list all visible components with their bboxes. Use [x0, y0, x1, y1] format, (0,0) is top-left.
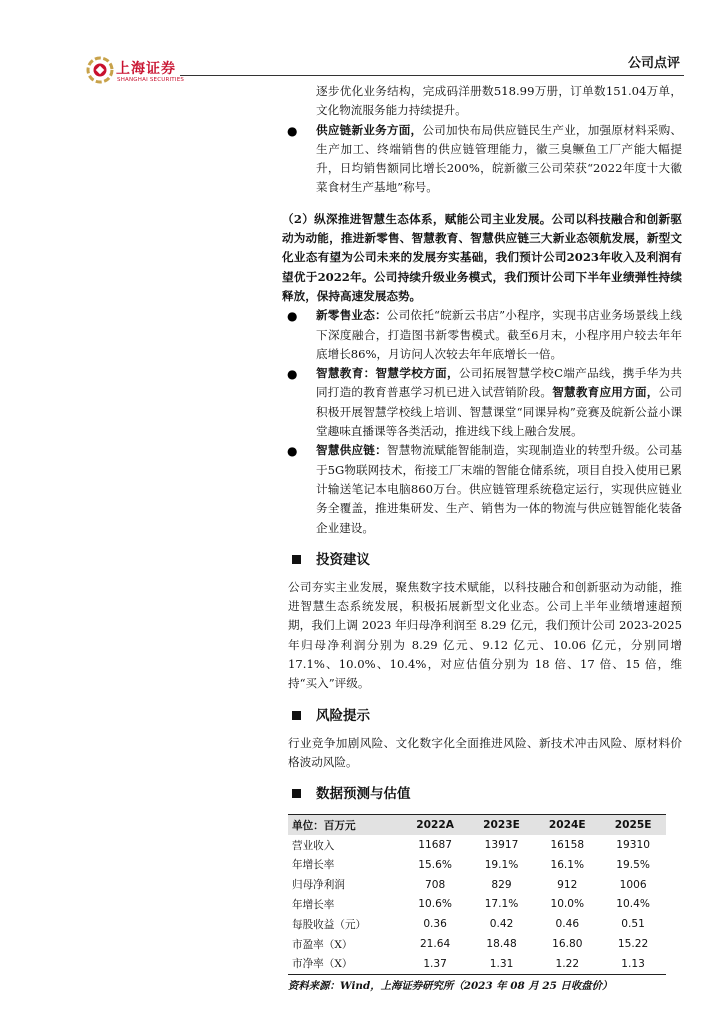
table-cell: 0.46: [555, 918, 580, 931]
table-cell: 13917: [484, 839, 519, 852]
risk-section-title: [288, 706, 682, 726]
table-row: [288, 855, 666, 875]
table-row: [288, 914, 666, 934]
supply-chain-bullet: [288, 121, 682, 198]
new-retail-bullet: [288, 306, 682, 364]
table-cell: 19.5%: [616, 858, 650, 871]
bullet-dot-icon: ●: [287, 367, 298, 382]
table-header-cell: 2023E: [469, 815, 535, 836]
company-logo: [86, 56, 198, 90]
table-header-cell: 2025E: [600, 815, 666, 836]
forecast-table: [288, 814, 666, 975]
bullet-dot-icon: ●: [287, 123, 298, 138]
section-title-text: 风险提示: [316, 707, 370, 724]
table-row: [288, 875, 666, 895]
table-cell: 16158: [550, 839, 585, 852]
table-cell: 0.42: [489, 918, 514, 931]
row-label: 市净率（X）: [288, 954, 402, 974]
table-row: [288, 954, 666, 974]
section-square-icon: [292, 555, 301, 564]
bullet-text: 智慧物流赋能智能制造，实现制造业的转型升级。公司基于5G物联网技术，衔接工厂末端的智能仓储系统，项目自投入使用已累计输送笔记本电脑860万台。供应链管理系统稳定运行，实现供应链业务全覆盖，推进集研发、生产、销售为一体的物流与供应链智能化装备企业建设。: [316, 443, 682, 535]
risk-paragraph: 行业竞争加剧风险、文化数字化全面推进风险、新技术冲击风险、原材料价格波动风险。: [288, 735, 682, 769]
bullet-subheading: 智慧教育应用方面，: [552, 385, 659, 400]
table-cell: 19310: [616, 839, 650, 852]
table-cell: 1.13: [600, 954, 666, 974]
bullet-text: 公司加快布局供应链民生产业，加强原材料采购、生产加工、终端销售的供应链管理能力，徽三臭鳜鱼工厂产能大幅提升，日均销售额同比增长200%，皖新徽三公司荣获“2022年度十大徽菜食材生产基地”称号。: [316, 122, 682, 195]
table-cell: 1.31: [469, 954, 535, 974]
table-row: [288, 895, 666, 915]
investment-section-title: [288, 550, 682, 570]
bullet-dot-icon: ●: [287, 444, 298, 459]
header-divider: [180, 75, 684, 76]
row-label: 营业收入: [292, 839, 335, 852]
bullet-heading: 供应链新业务方面，: [316, 122, 423, 137]
section-square-icon: [292, 789, 301, 798]
table-cell: 16.1%: [550, 858, 585, 871]
table-cell: 18.48: [486, 938, 517, 951]
table-cell: 16.80: [552, 938, 583, 951]
logo-emblem-icon: [86, 56, 114, 84]
table-header-cell: 2024E: [534, 815, 600, 836]
table-cell: 21.64: [419, 938, 451, 951]
smart-supply-chain-bullet: [288, 441, 682, 537]
table-cell: 0.51: [621, 918, 645, 931]
smart-education-bullet: [288, 364, 682, 441]
row-label: 年增长率: [292, 859, 335, 872]
section-title-text: 投资建议: [316, 551, 370, 568]
bullet-text: 公司拓展智慧学校C端产品线，携手华为共同打造的教育普惠学习机已进入试营销阶段。: [316, 366, 682, 400]
table-header-cell: 单位：百万元: [288, 815, 402, 836]
row-label: 年增长率: [292, 898, 335, 911]
bullet-text: 公司积极开展智慧学校线上培训、智慧课堂“同课异构”竞赛及皖新公益小课堂趣味直播课等各类活动，推进线下线上融合发展。: [316, 385, 682, 439]
logo-name-en: SHANGHAI SECURITIES: [117, 77, 185, 83]
section-square-icon: [292, 711, 301, 720]
report-type-label: 公司点评: [627, 56, 680, 71]
table-cell: 10.4%: [616, 898, 650, 911]
bullet-heading: 新零售业态：: [316, 308, 387, 323]
table-cell: 912: [557, 878, 578, 891]
row-label: 归母净利润: [292, 879, 345, 892]
row-label: 市盈率（X）: [292, 938, 353, 951]
forecast-section-title: [288, 784, 682, 804]
table-cell: 1.37: [402, 954, 469, 974]
bullet-heading: 智慧教育：智慧学校方面，: [316, 366, 459, 381]
table-cell: 19.1%: [484, 858, 519, 871]
report-body: [282, 82, 682, 992]
table-cell: 1006: [619, 878, 647, 891]
table-cell: 10.6%: [418, 898, 452, 911]
logo-name-cn: 上海证券: [116, 61, 176, 77]
table-header-row: [288, 815, 666, 836]
table-cell: 10.0%: [550, 898, 585, 911]
table-cell: 11687: [418, 839, 452, 852]
row-label: 每股收益（元）: [292, 918, 367, 931]
investment-paragraph: 公司夯实主业发展，聚焦数字技术赋能，以科技融合和创新驱动为动能，推进智慧生态系统发展，积极拓展新型文化业态。公司上半年业绩增速超预期，我们上调 2023 年归母净利润至 8.29 亿元，我们预计公司 2023-2025 年归母净利润分别为 8.29 亿元、9.12 亿元、10.06 亿元，分别同增 17.1%、10.0%、10.4%，对应估值分别为 18 倍、17 倍、15 倍，维持“买入”评级。: [288, 579, 682, 691]
table-cell: 708: [424, 878, 446, 891]
table-cell: 15.22: [617, 938, 649, 951]
section2-lead: （2）纵深推进智慧生态体系，赋能公司主业发展。公司以科技融合和创新驱动为动能，推进新零售、智慧教育、智慧供应链三大新业态领航发展，新型文化业态有望为公司未来的发展夯实基础，我们预计公司2023年收入及利润有望优于2022年。公司持续升级业务模式，我们预计公司下半年业绩弹性持续释放，保持高速发展态势。: [282, 211, 682, 303]
bullet-heading: 智慧供应链：: [316, 443, 387, 458]
bullet-dot-icon: ●: [287, 309, 298, 324]
bullet-text: 公司依托“皖新云书店”小程序，实现书店业务场景线上线下深度融合，打造图书新零售模式。截至6月末，小程序用户较去年年底增长86%，月访问人次较去年年底增长一倍。: [316, 308, 682, 361]
table-cell: 17.1%: [484, 898, 519, 911]
table-cell: 0.36: [423, 918, 447, 931]
table-cell: 829: [491, 878, 512, 891]
table-cell: 15.6%: [418, 858, 452, 871]
intro-paragraph: 逐步优化业务结构，完成码洋册数518.99万册，订单数151.04万单，文化物流服务能力持续提升。: [316, 84, 682, 118]
table-row: [288, 835, 666, 855]
table-header-cell: 2022A: [402, 815, 469, 836]
table-cell: 1.22: [534, 954, 600, 974]
section-title-text: 数据预测与估值: [316, 786, 411, 803]
table-row: [288, 934, 666, 954]
table-source-note: 资料来源：Wind，上海证券研究所（2023 年 08 月 25 日收盘价）: [288, 979, 613, 992]
